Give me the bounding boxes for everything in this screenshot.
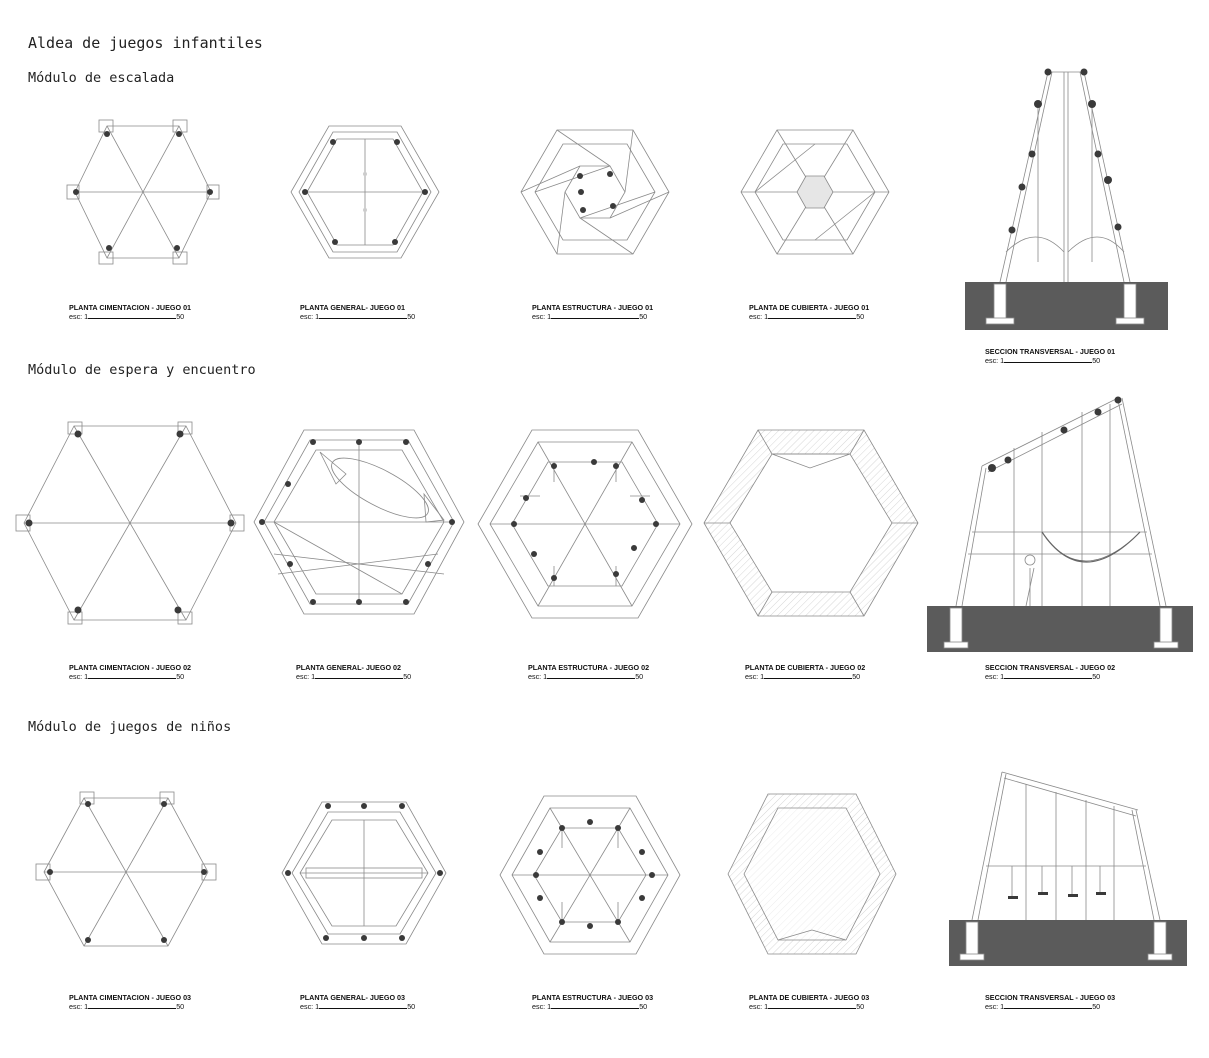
plan-cubierta-03 <box>724 790 900 958</box>
caption-cubierta-02: PLANTA DE CUBIERTA - JUEGO 02 esc: 1 50 <box>745 663 866 681</box>
section-heading-espera: Módulo de espera y encuentro <box>28 362 256 378</box>
plan-general-02 <box>248 424 470 620</box>
caption-general-01: PLANTA GENERAL- JUEGO 01 esc: 1 50 <box>300 303 416 321</box>
section-heading-juegos: Módulo de juegos de niños <box>28 719 232 735</box>
plan-general-03 <box>276 796 452 950</box>
caption-seccion-01: SECCION TRANSVERSAL - JUEGO 01 esc: 1 50 <box>985 347 1116 365</box>
caption-seccion-02: SECCION TRANSVERSAL - JUEGO 02 esc: 1 50 <box>985 663 1116 681</box>
caption-seccion-03: SECCION TRANSVERSAL - JUEGO 03 esc: 1 50 <box>985 993 1116 1011</box>
seccion-transversal-02 <box>922 392 1194 656</box>
page-title: Aldea de juegos infantiles <box>28 34 263 52</box>
caption-cimentacion-02: PLANTA CIMENTACION - JUEGO 02 esc: 1 50 <box>69 663 192 681</box>
caption-general-03: PLANTA GENERAL- JUEGO 03 esc: 1 50 <box>300 993 416 1011</box>
plan-estructura-03 <box>496 792 684 958</box>
seccion-transversal-03 <box>946 766 1190 972</box>
section-heading-escalada: Módulo de escalada <box>28 70 175 86</box>
caption-general-02: PLANTA GENERAL- JUEGO 02 esc: 1 50 <box>296 663 412 681</box>
caption-estructura-01: PLANTA ESTRUCTURA - JUEGO 01 esc: 1 50 <box>532 303 654 321</box>
plan-cubierta-02 <box>700 424 922 622</box>
plan-cimentacion-02 <box>12 418 248 628</box>
plan-cubierta-01 <box>735 122 895 262</box>
plan-cimentacion-01 <box>55 112 235 272</box>
plan-estructura-02 <box>474 426 696 622</box>
caption-cubierta-03: PLANTA DE CUBIERTA - JUEGO 03 esc: 1 50 <box>749 993 870 1011</box>
plan-estructura-01 <box>515 122 675 262</box>
caption-cimentacion-01: PLANTA CIMENTACION - JUEGO 01 esc: 1 50 <box>69 303 192 321</box>
caption-cubierta-01: PLANTA DE CUBIERTA - JUEGO 01 esc: 1 50 <box>749 303 870 321</box>
plan-cimentacion-03 <box>32 786 222 958</box>
caption-estructura-02: PLANTA ESTRUCTURA - JUEGO 02 esc: 1 50 <box>528 663 650 681</box>
plan-general-01 <box>285 112 445 272</box>
caption-estructura-03: PLANTA ESTRUCTURA - JUEGO 03 esc: 1 50 <box>532 993 654 1011</box>
caption-cimentacion-03: PLANTA CIMENTACION - JUEGO 03 esc: 1 50 <box>69 993 192 1011</box>
seccion-transversal-01 <box>960 62 1170 334</box>
